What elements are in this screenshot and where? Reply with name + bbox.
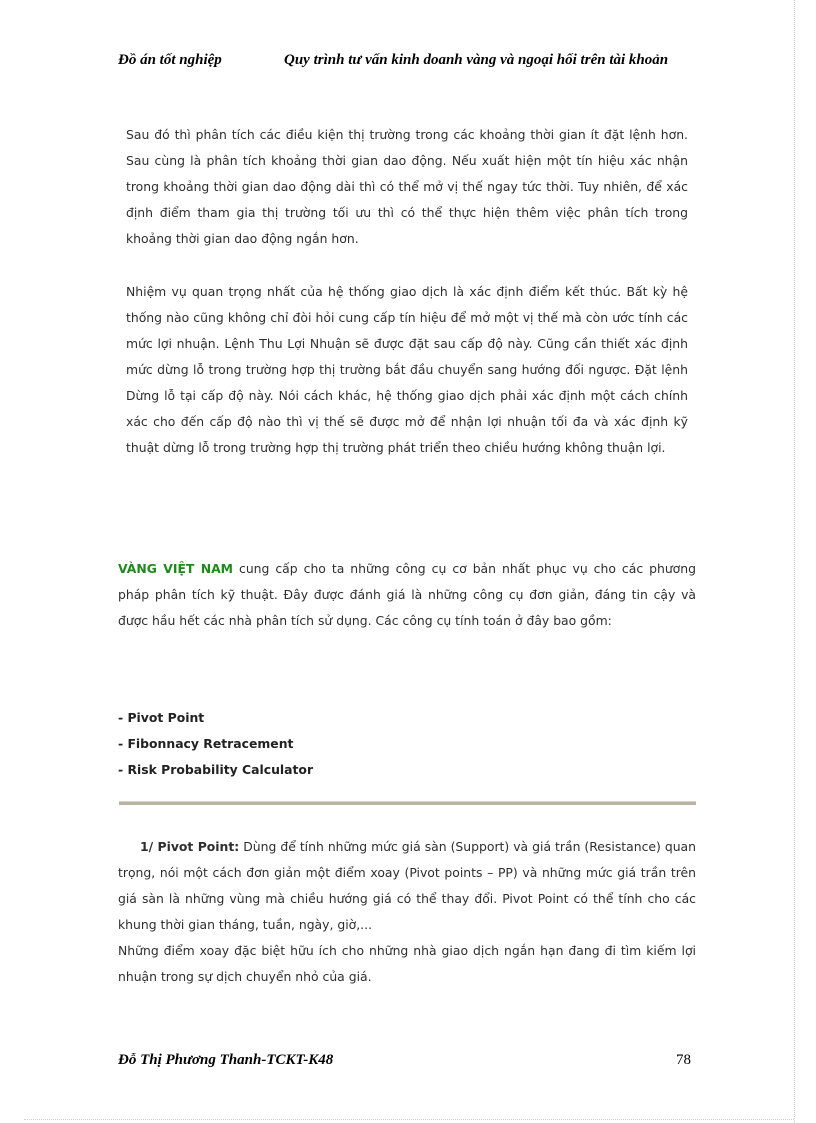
brand-name: VÀNG VIỆT NAM [118, 561, 234, 576]
pivot-point-text: Dùng để tính những mức giá sàn (Support) và giá trần (Resistance) quan trọng, nói một cách đơn giản một điểm xoay (Pivot points – PP) và những mức giá trần trên giá sàn là những vùng mà chiều hướng giá có thể thay đổi. Pivot Point có thể tính cho các khung thời gian tháng, tuần, ngày, giờ,... [118, 839, 697, 932]
horizontal-divider [119, 801, 696, 805]
pivot-point-text-2: Những điểm xoay đặc biệt hữu ích cho những nhà giao dịch ngắn hạn đang đi tìm kiếm lợi nhuận trong sự dịch chuyển nhỏ của giá. [118, 943, 696, 984]
tools-list [118, 705, 313, 783]
page-border-bottom [24, 1119, 794, 1120]
paragraph-analysis: Sau đó thì phân tích các điều kiện thị trường trong các khoảng thời gian ít đặt lệnh hơn. Sau cùng là phân tích khoảng thời gian dao động. Nếu xuất hiện một tín hiệu xác nhận trong khoảng thời gian dao động dài thì có thể mở vị thế ngay tức thời. Tuy nhiên, để xác định điểm tham gia thị trường tối ưu thì có thể thực hiện thêm việc phân tích trong khoảng thời gian dao động ngắn hơn. [126, 127, 688, 246]
page-header [118, 52, 698, 74]
header-right-title: Quy trình tư vấn kinh doanh vàng và ngoại hối trên tài khoản [284, 52, 669, 68]
footer-author: Đỗ Thị Phương Thanh-TCKT-K48 [118, 1052, 334, 1068]
list-item: - Fibonnacy Retracement [118, 736, 294, 751]
list-item: - Risk Probability Calculator [118, 762, 314, 777]
pivot-point-heading: 1/ Pivot Point: [140, 839, 240, 854]
page-border-right [794, 0, 795, 1123]
header-left-title: Đồ án tốt nghiệp [118, 52, 222, 68]
page-number: 78 [676, 1052, 691, 1068]
paragraph-exit-point: Nhiệm vụ quan trọng nhất của hệ thống giao dịch là xác định điểm kết thúc. Bất kỳ hệ thống nào cũng không chỉ đòi hỏi cung cấp tín hiệu để mở một vị thế mà còn ước tính các mức lợi nhuận. Lệnh Thu Lợi Nhuận sẽ được đặt sau cấp độ này. Cũng cần thiết xác định mức dừng lỗ trong trường hợp thị trường bắt đầu chuyển sang hướng đối ngược. Đặt lệnh Dừng lỗ tại cấp độ này. Nói cách khác, hệ thống giao dịch phải xác định một cách chính xác cho đến cấp độ nào thì vị thế sẽ được mở để nhận lợi nhuận tối đa và xác định kỹ thuật dừng lỗ trong trường hợp thị trường phát triển theo chiều hướng không thuận lợi. [126, 284, 688, 455]
tools-intro-text: cung cấp cho ta những công cụ cơ bản nhất phục vụ cho các phương pháp phân tích kỹ thuật. Đây được đánh giá là những công cụ đơn giản, đáng tin cậy và được hầu hết các nhà phân tích sử dụng. Các công cụ tính toán ở đây bao gồm: [118, 561, 696, 628]
paragraph-pivot-point [118, 834, 696, 990]
paragraph-tools-intro [118, 556, 696, 634]
list-item: - Pivot Point [118, 710, 205, 725]
